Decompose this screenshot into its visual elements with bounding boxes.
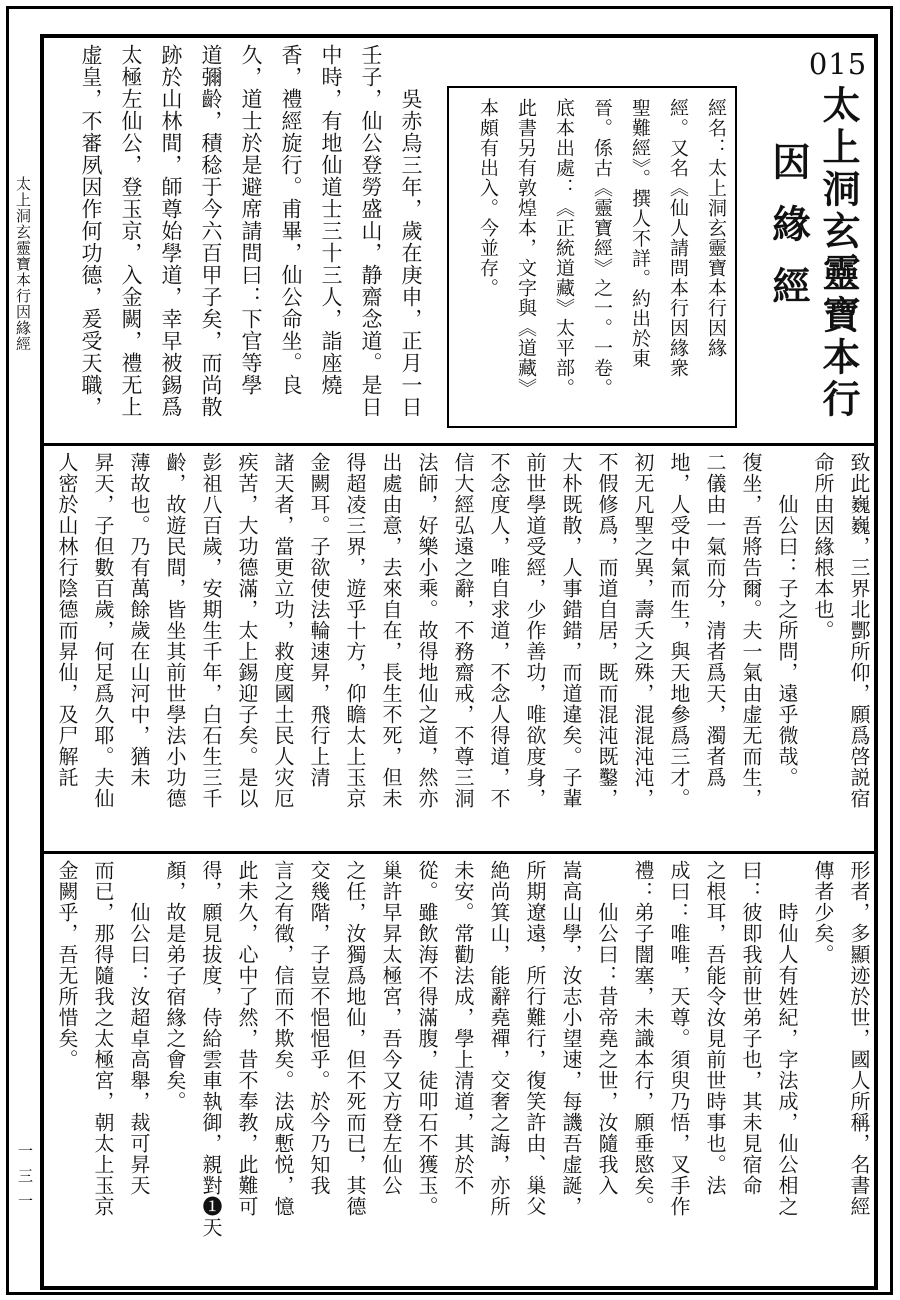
- text-column: 地，人受中氣而生，與天地參爲三才。: [667, 452, 691, 809]
- text-column: 得，願見拔度，侍給雲車執御，親對❶天: [199, 860, 223, 1238]
- title-text-continued: 因緣經: [766, 142, 811, 328]
- bibliographic-note-box: [447, 86, 737, 428]
- page-number: 一三一: [16, 1143, 34, 1218]
- text-column: 金闕乎，吾无所惜矣。: [55, 860, 79, 1070]
- text-column: 諸天者，當更立功，救度國土民人灾厄: [271, 452, 295, 809]
- text-column: 疾苦，大功德滿，太上錫迎子矣。是以: [235, 452, 259, 809]
- text-column: 不假修爲，而道自居，既而混沌既鑿，: [595, 452, 619, 809]
- text-column: 交幾階，子豈不悒悒乎。於今乃知我: [307, 860, 331, 1196]
- text-column: 香，禮經旋行。甫畢，仙公命坐。良: [279, 44, 303, 396]
- text-column: 彭祖八百歲，安期生千年，白石生三千: [199, 452, 223, 809]
- text-column: 命所由因緣根本也。: [811, 452, 835, 641]
- text-column: 信大經弘遠之辭，不務齋戒，不尊三洞: [451, 452, 475, 809]
- note-column: 本頗有出入。今並存。: [477, 98, 499, 298]
- text-column: 初无凡聖之異，壽夭之殊，混混沌沌，: [631, 452, 655, 809]
- text-column: 仙公曰：子之所問，遠乎微哉。: [775, 452, 799, 788]
- register-middle: [44, 446, 874, 854]
- text-column: 仙公曰：汝超卓高舉，裁可昇天: [127, 860, 151, 1196]
- text-column: 吳赤烏三年，歲在庚申，正月一日: [399, 44, 423, 418]
- text-column: 顏，故是弟子宿緣之會矣。: [163, 860, 187, 1112]
- text-column: 而已，那得隨我之太極宮，朝太上玉京: [91, 860, 115, 1217]
- text-column: 未安。常勸法成，學上清道，其於不: [451, 860, 475, 1196]
- text-column: 壬子，仙公登勞盛山，静齋念道。是日: [359, 44, 383, 418]
- text-column: 虚皇，不審夙因作何功德，爰受天職，: [79, 44, 103, 418]
- register-top: [44, 38, 874, 446]
- text-column: 出處由意，去來自在，長生不死，但未: [379, 452, 403, 809]
- text-column: 復坐，吾將告爾。夫一氣由虚无而生，: [739, 452, 763, 809]
- text-column: 金闕耳。子欲使法輪速昇，飛行上清: [307, 452, 331, 788]
- note-column: 此書另有敦煌本，文字與《道藏》: [515, 98, 537, 398]
- text-column: 時仙人有姓紀，字法成，仙公相之: [775, 860, 799, 1217]
- text-column: 成曰：唯唯，天尊。須臾乃悟，叉手作: [667, 860, 691, 1217]
- text-block-frame: [40, 34, 878, 1290]
- text-column: 齡，故遊民間，皆坐其前世學法小功德: [163, 452, 187, 809]
- text-column: 人密於山林行陰德而昇仙，及尸解託: [55, 452, 79, 788]
- note-column: 底本出處：《正統道藏》太平部。: [553, 98, 575, 398]
- text-column: 跡於山林間，師尊始學道，幸早被錫爲: [159, 44, 183, 418]
- text-column: 得超凌三界，遊乎十方，仰瞻太上玉京: [343, 452, 367, 809]
- text-column: 不念度人，唯自求道，不念人得道，不: [487, 452, 511, 809]
- text-column: 仙公曰：昔帝堯之世，汝隨我入: [595, 860, 619, 1196]
- text-column: 言之有徵，信而不欺矣。法成慙悦，憶: [271, 860, 295, 1217]
- text-column: 二儀由一氣而分，清者爲天，濁者爲: [703, 452, 727, 788]
- text-column: 巢許早昇太極宮，吾今又方登左仙公: [379, 860, 403, 1196]
- text-column: 絶尚箕山，能辭堯禪，交奢之誨，亦所: [487, 860, 511, 1217]
- text-column: 所期遼遠，所行難行，復笑許由、巢父: [523, 860, 547, 1217]
- margin-running-title: 太上洞玄靈寶本行因緣經: [14, 176, 32, 352]
- text-column: 致此巍巍，三界北酆所仰，願爲啓説宿: [847, 452, 871, 809]
- text-column: 從。雖飲海不得滿腹，徒叩石不獲玉。: [415, 860, 439, 1217]
- text-column: 嵩高山學，汝志小望速，每譏吾虚誕，: [559, 860, 583, 1217]
- scripture-title: [751, 44, 869, 437]
- text-column: 傳者少矣。: [811, 860, 835, 965]
- note-column: 晉。係古《靈寶經》之一。一卷。: [591, 98, 613, 398]
- text-column: 道彌齡，積稔于今六百甲子矣，而尚散: [199, 44, 223, 418]
- text-column: 曰：彼即我前世弟子也，其未見宿命: [739, 860, 763, 1196]
- text-column: 禮：弟子闇塞，未識本行，願垂愍矣。: [631, 860, 655, 1217]
- text-column: 之任，汝獨爲地仙，但不死而已，其德: [343, 860, 367, 1217]
- text-column: 昇天，子但數百歲，何足爲久耶。夫仙: [91, 452, 115, 809]
- text-column: 前世學道受經，少作善功，唯欲度身，: [523, 452, 547, 809]
- note-column: 經。又名《仙人請問本行因緣衆: [667, 98, 689, 378]
- text-column: 形者，多顯迹於世，國人所稱，名書經: [847, 860, 871, 1217]
- title-column-1: [807, 44, 869, 437]
- catalog-number: 015: [808, 47, 868, 81]
- text-column: 薄故也。乃有萬餘歲在山河中，猶未: [127, 452, 151, 788]
- text-column: 之根耳，吾能令汝見前世時事也。法: [703, 860, 727, 1196]
- text-column: 久，道士於是避席請問曰：下官等學: [239, 44, 263, 396]
- text-column: 太極左仙公，登玉京，入金闕，禮无上: [119, 44, 143, 418]
- note-column: 經名：太上洞玄靈寶本行因緣: [705, 98, 727, 358]
- text-column: 大朴既散，人事錯錯，而道違矣。子輩: [559, 452, 583, 809]
- register-bottom: [44, 854, 874, 1284]
- text-column: 中時，有地仙道士三十三人，詣座燒: [319, 44, 343, 396]
- title-text-main: 太上洞玄靈寶本行: [816, 84, 861, 421]
- note-column: 聖難經》。撰人不詳。約出於東: [629, 98, 651, 369]
- text-column: 此未久，心中了然，昔不奉教，此難可: [235, 860, 259, 1217]
- text-column: 法師，好樂小乘。故得地仙之道，然亦: [415, 452, 439, 809]
